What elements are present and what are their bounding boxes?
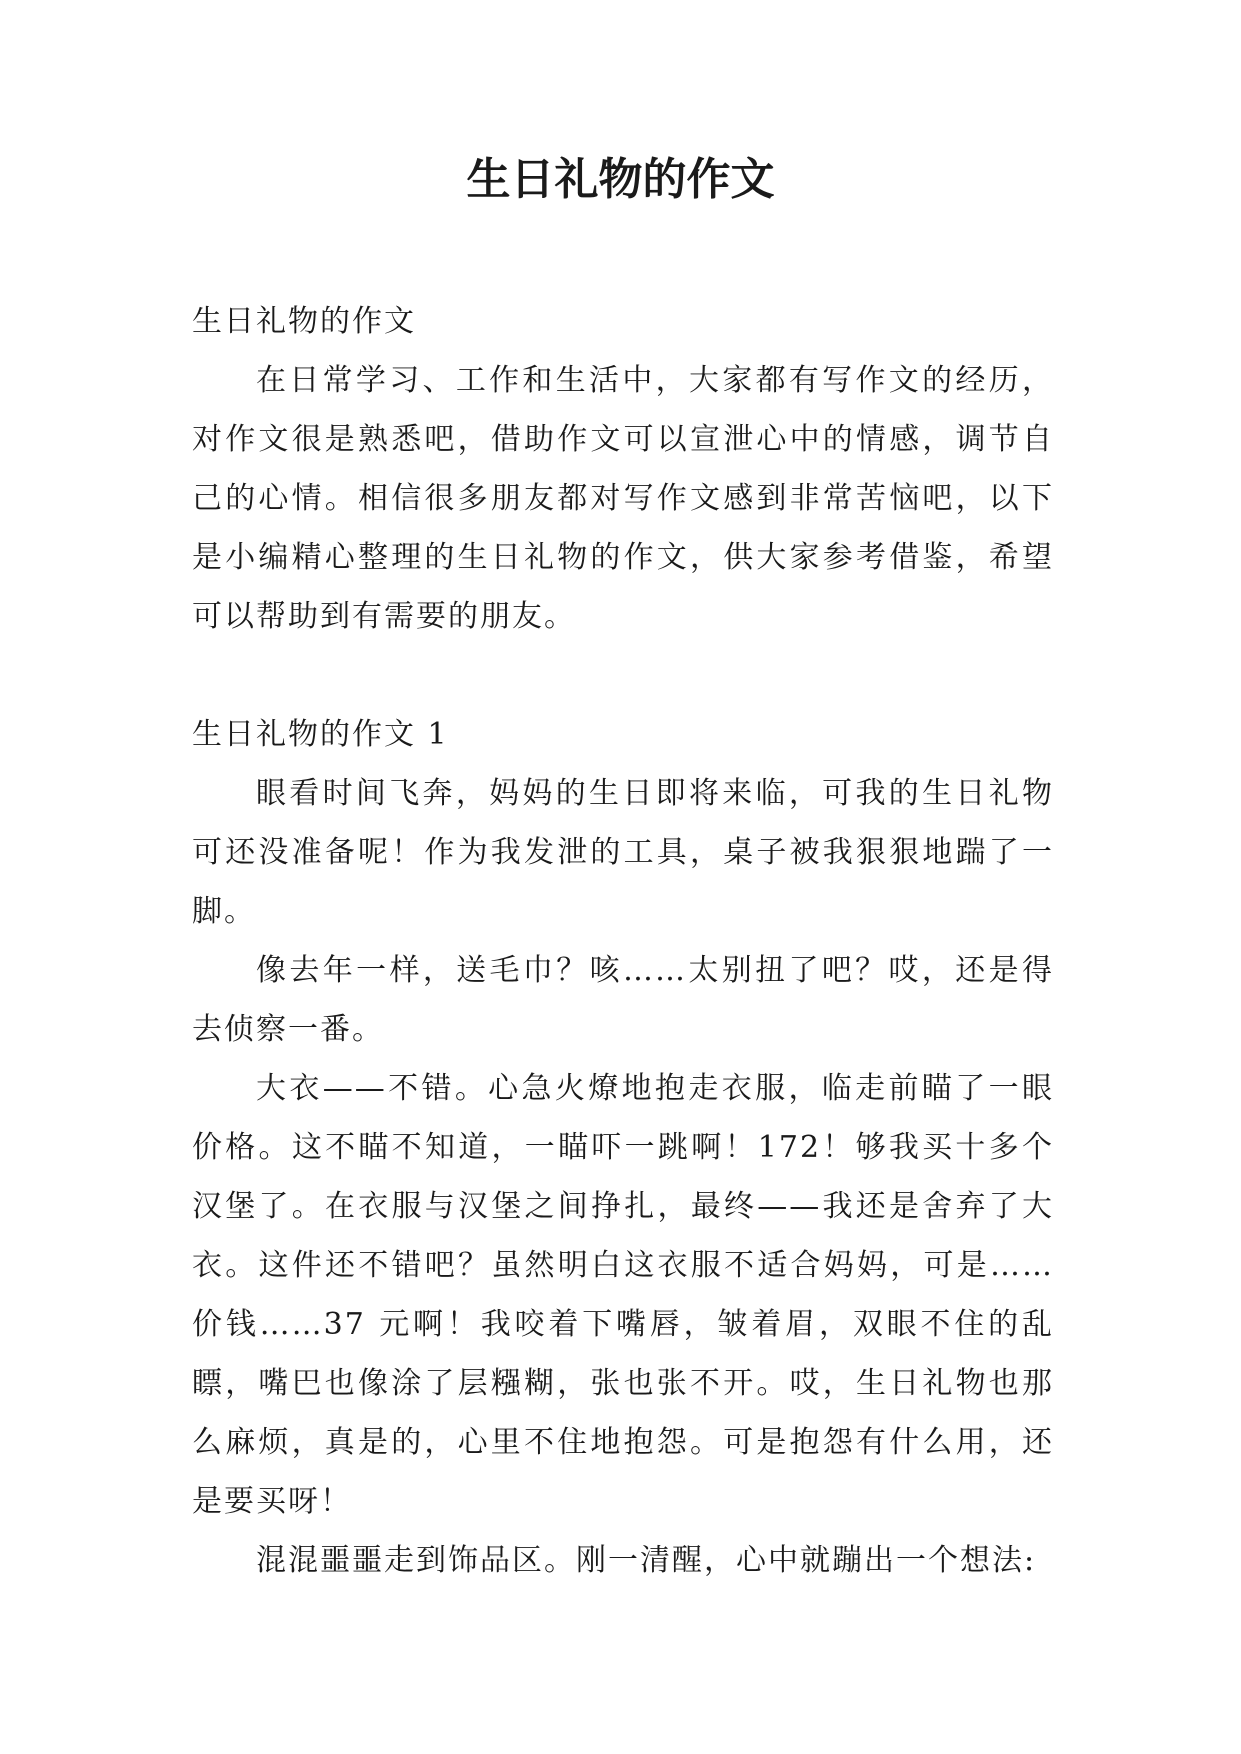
- section-1-paragraph: 像去年一样，送毛巾？咳……太别扭了吧？哎，还是得去侦察一番。: [192, 953, 1054, 1047]
- section-1-heading: 生日礼物的作文 1: [192, 717, 449, 752]
- section-1-paragraph: 眼看时间飞奔，妈妈的生日即将来临，可我的生日礼物可还没准备呢！作为我发泄的工具，桌子被我狠狠地踹了一脚。: [192, 776, 1054, 929]
- document-body: [192, 292, 1054, 1590]
- section-spacer: [192, 646, 1054, 705]
- intro-heading: 生日礼物的作文: [192, 304, 416, 339]
- intro-paragraph: 在日常学习、工作和生活中，大家都有写作文的经历，对作文很是熟悉吧，借助作文可以宣泄心中的情感，调节自己的心情。相信很多朋友都对写作文感到非常苦恼吧，以下是小编精心整理的生日礼物的作文，供大家参考借鉴，希望可以帮助到有需要的朋友。: [192, 363, 1054, 634]
- section-1-paragraph: 大衣——不错。心急火燎地抱走衣服，临走前瞄了一眼价格。这不瞄不知道，一瞄吓一跳啊！172！够我买十多个汉堡了。在衣服与汉堡之间挣扎，最终——我还是舍弃了大衣。这件还不错吧？虽然明白这衣服不适合妈妈，可是……价钱……37 元啊！我咬着下嘴唇，皱着眉，双眼不住的乱瞟，嘴巴也像涂了层糨糊，张也张不开。哎，生日礼物也那么麻烦，真是的，心里不住地抱怨。可是抱怨有什么用，还是要买呀！: [192, 1071, 1054, 1519]
- document-title: 生日礼物的作文: [466, 154, 775, 205]
- section-1-paragraph: 混混噩噩走到饰品区。刚一清醒，心中就蹦出一个想法:: [256, 1543, 1037, 1578]
